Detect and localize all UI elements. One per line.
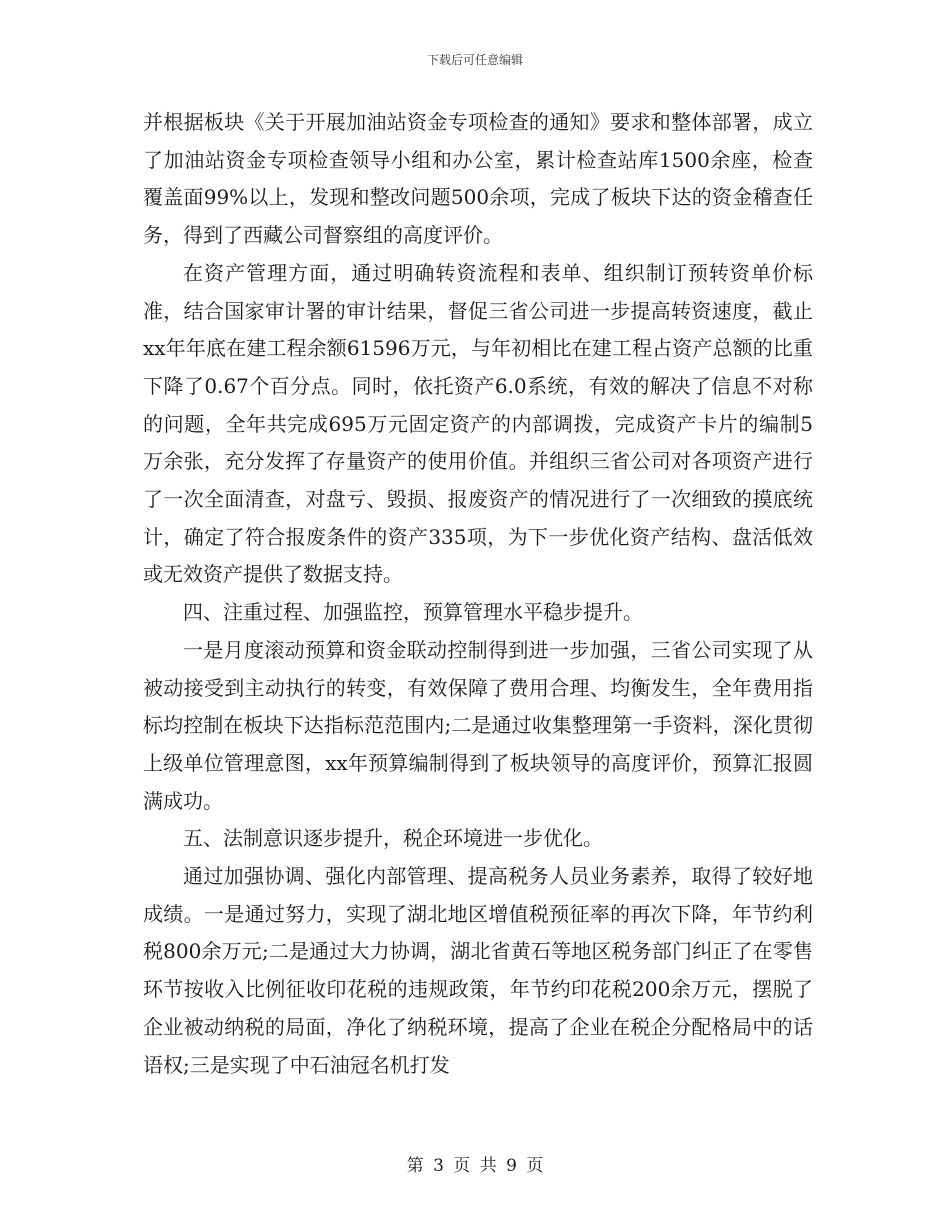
section-heading-5: 五、法制意识逐步提升，税企环境进一步优化。 <box>183 826 603 851</box>
page-header: 下载后可任意编辑 <box>426 53 523 67</box>
paragraph-asset-management: 在资产管理方面，通过明确转资流程和表单、组织制订预转资单价标准，结合国家审计署的审计结果，督促三省公司进一步提高转资速度，截止xx年年底在建工程余额61596万元，与年初相比在建工程占资产总额的比重下降了0.67个百分点。同时，依托资产6.0系统，有效的解决了信息不对称的问题，全年共完成695万元固定资产的内部调拨，完成资产卡片的编制5万余张，充分发挥了存量资产的使用价值。并组织三省公司对各项资产进行了一次全面清查，对盘亏、毁损、报废资产的情况进行了一次细致的摸底统计，确定了符合报废条件的资产335项，为下一步优化资产结构、盘活低效或无效资产提供了数据支持。 <box>143 260 813 587</box>
paragraph-1: 并根据板块《关于开展加油站资金专项检查的通知》要求和整体部署，成立了加油站资金专项检查领导小组和办公室，累计检查站库1500余座，检查覆盖面99%以上，发现和整改问题500余项，完成了板块下达的资金稽查任务，得到了西藏公司督察组的高度评价。 <box>143 110 813 248</box>
page-number-footer: 第 3 页 共 9 页 <box>406 1156 544 1176</box>
document-body <box>143 104 813 1084</box>
paragraph-budget: 一是月度滚动预算和资金联动控制得到进一步加强，三省公司实现了从被动接受到主动执行的转变，有效保障了费用合理、均衡发生，全年费用指标均控制在板块下达指标范范围内;二是通过收集整理第一手资料，深化贯彻上级单位管理意图，xx年预算编制得到了板块领导的高度评价，预算汇报圆满成功。 <box>143 637 813 813</box>
paragraph-tax: 通过加强协调、强化内部管理、提高税务人员业务素养，取得了较好地成绩。一是通过努力，实现了湖北地区增值税预征率的再次下降，年节约利税800余万元;二是通过大力协调，湖北省黄石等地区税务部门纠正了在零售环节按收入比例征收印花税的违规政策，年节约印花税200余万元，摆脱了企业被动纳税的局面，净化了纳税环境，提高了企业在税企分配格局中的话语权;三是实现了中石油冠名机打发 <box>143 864 813 1077</box>
section-heading-4: 四、注重过程、加强监控，预算管理水平稳步提升。 <box>183 600 643 625</box>
